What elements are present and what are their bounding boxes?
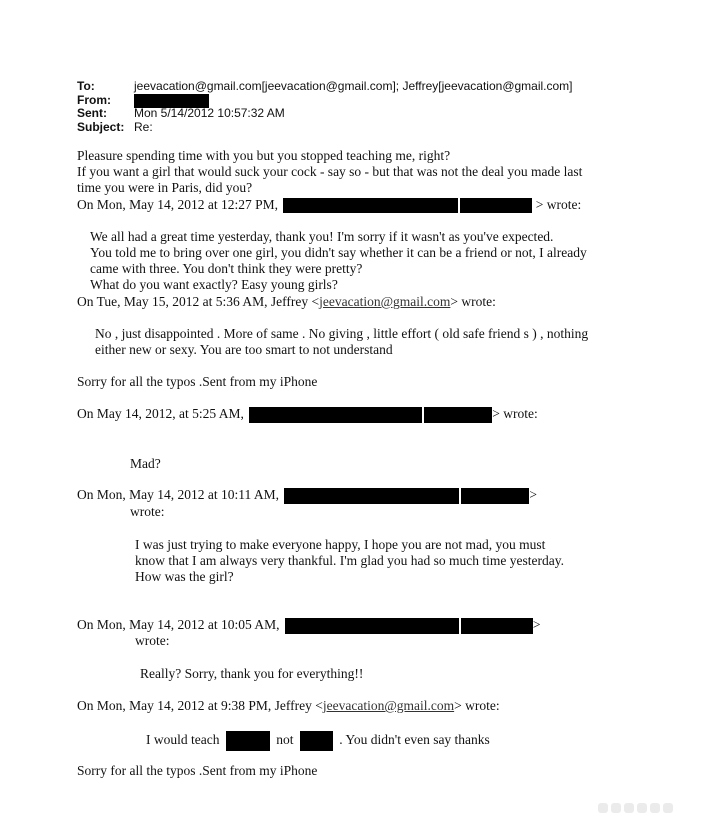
from-row — [77, 94, 677, 108]
from-label: From: — [77, 92, 111, 107]
email-link[interactable]: jeevacation@gmail.com — [319, 294, 451, 309]
quote-line: I was just trying to make everyone happy, I hope you are not mad, you must — [135, 537, 546, 552]
redaction-bar — [460, 198, 532, 213]
attribution-text: On Mon, May 14, 2012 at 10:11 AM, — [77, 487, 279, 502]
quote-attribution — [77, 487, 537, 504]
subject-label: Subject: — [77, 119, 125, 134]
redaction-bar — [283, 198, 458, 213]
attribution-text: On Mon, May 14, 2012 at 10:05 AM, — [77, 617, 280, 632]
signature: Sorry for all the typos .Sent from my iPhone — [77, 374, 318, 389]
redaction-bar — [226, 731, 270, 751]
attribution-text: > wrote: — [450, 294, 496, 309]
quote-line: How was the girl? — [135, 569, 234, 584]
quote-line: either new or sexy. You are too smart to not understand — [95, 342, 393, 357]
quote-line: You told me to bring over one girl, you didn't say whether it can be a friend or not, I already — [90, 245, 587, 260]
quote-line: No , just disappointed . More of same . No giving , little effort ( old safe friend s ) , nothing — [95, 326, 589, 341]
quote-attribution — [77, 197, 581, 214]
redaction-bar — [424, 407, 492, 423]
quote-text: I would teach — [146, 732, 220, 748]
quote-line: came with three. You don't think they were pretty? — [90, 261, 363, 276]
redaction-bar — [285, 618, 459, 634]
attribution-text: On Mon, May 14, 2012 at 9:38 PM, Jeffrey < — [77, 698, 323, 713]
watermark — [598, 800, 698, 816]
quote-text: not — [276, 732, 294, 748]
attribution-wrote: wrote: — [130, 504, 165, 519]
quote-line: know that I am always very thankful. I'm glad you had so much time yesterday. — [135, 553, 564, 568]
body-line: time you were in Paris, did you? — [77, 180, 253, 195]
sent-value: Mon 5/14/2012 10:57:32 AM — [134, 106, 285, 120]
subject-row — [77, 121, 677, 135]
attribution-text: > — [532, 617, 541, 632]
attribution-wrote: wrote: — [135, 633, 170, 648]
quote-line: What do you want exactly? Easy young girls? — [90, 277, 338, 292]
quote-line: Really? Sorry, thank you for everything!! — [140, 666, 364, 681]
quote-line: We all had a great time yesterday, thank you! I'm sorry if it wasn't as you've expected. — [90, 229, 554, 244]
subject-value: Re: — [134, 119, 153, 134]
redaction-bar — [461, 618, 533, 634]
redaction-bar — [300, 731, 333, 751]
attribution-text: > wrote: — [535, 197, 582, 212]
attribution-text: > wrote: — [492, 406, 538, 421]
body-line: Pleasure spending time with you but you stopped teaching me, right? — [77, 148, 451, 163]
redaction-bar — [461, 488, 529, 504]
sent-row — [77, 107, 677, 121]
quote-text: . You didn't even say thanks — [339, 732, 490, 748]
attribution-text: On Tue, May 15, 2012 at 5:36 AM, Jeffrey < — [77, 294, 320, 309]
signature: Sorry for all the typos .Sent from my iPhone — [77, 763, 318, 778]
body-line: If you want a girl that would suck your cock - say so - but that was not the deal you made last — [77, 164, 583, 179]
quote-attribution — [77, 698, 500, 715]
attribution-text: > wrote: — [454, 698, 500, 713]
redaction-bar — [249, 407, 422, 423]
quote-attribution — [77, 406, 538, 423]
redaction-bar — [284, 488, 459, 504]
to-value: jeevacation@gmail.com[jeevacation@gmail.com]; Jeffrey[jeevacation@gmail.com] — [134, 79, 573, 93]
quote-line — [146, 731, 490, 751]
to-row — [77, 80, 677, 94]
quote-attribution — [77, 294, 496, 311]
attribution-text: On Mon, May 14, 2012 at 12:27 PM, — [77, 197, 279, 212]
attribution-text: > — [529, 487, 537, 502]
to-label: To: — [77, 79, 95, 93]
quote-attribution — [77, 617, 541, 634]
quote-line: Mad? — [130, 456, 161, 471]
email-header — [77, 80, 677, 134]
sent-label: Sent: — [77, 106, 107, 120]
email-link[interactable]: jeevacation@gmail.com — [322, 698, 455, 713]
attribution-text: On May 14, 2012, at 5:25 AM, — [77, 406, 244, 421]
